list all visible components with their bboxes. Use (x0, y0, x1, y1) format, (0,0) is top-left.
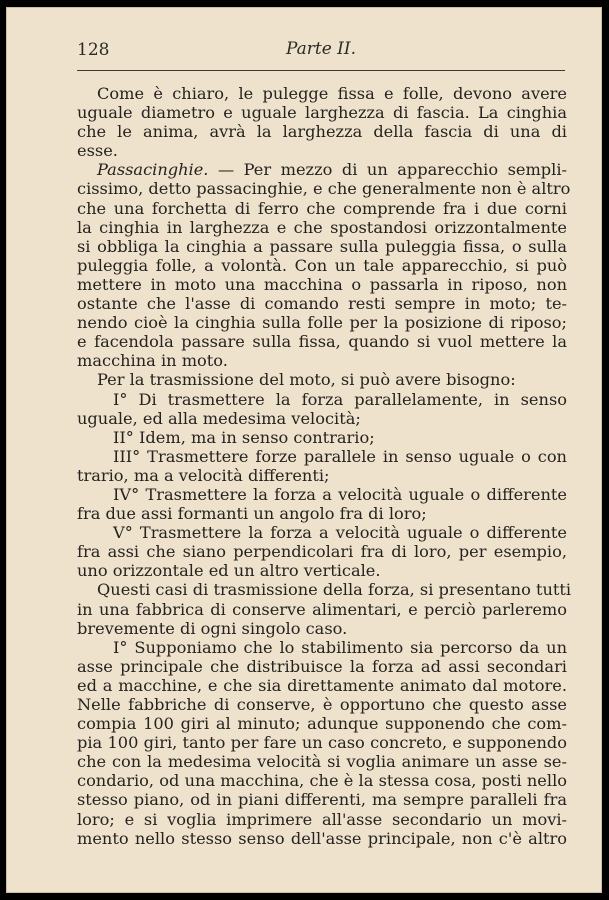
text-line (77, 695, 567, 714)
text-line (77, 447, 567, 466)
line-text: la cinghia in larghezza e che spostandosi orizzontalmente (77, 217, 567, 237)
text-line (77, 638, 567, 657)
line-text: asse principale che distribuisce la forza ad assi secondari (77, 656, 567, 676)
line-text: fra due assi formanti un angolo fra di loro; (77, 504, 427, 524)
line-text: e facendola passare sulla fissa, quando si vuol mettere la (77, 332, 567, 352)
text-line (77, 370, 567, 389)
line-text: stesso piano, od in piani differenti, ma sempre paralleli fra (77, 790, 567, 810)
text-line (77, 504, 567, 523)
line-text: I° Supponiamo che lo stabilimento sia percorso da un (113, 637, 567, 657)
line-text: uno orizzontale ed un altro verticale. (77, 561, 381, 581)
line-text: che le anima, avrà la larghezza della fascia di una di (77, 122, 567, 142)
text-line (77, 256, 567, 275)
text-line (77, 313, 567, 332)
running-title: Parte II. (285, 39, 357, 59)
text-line (77, 237, 567, 256)
page-header (77, 36, 565, 71)
text-line (77, 103, 567, 122)
text-line (77, 790, 567, 809)
line-text: V° Trasmettere la forza a velocità uguale o differente (113, 523, 567, 543)
text-line (77, 179, 571, 199)
line-text: Nelle fabbriche di conserve, è opportuno che questo asse (77, 695, 567, 714)
text-line (77, 771, 567, 790)
line-text: brevemente di ogni singolo caso. (77, 618, 348, 638)
page-number: 128 (77, 40, 110, 60)
line-text: I° Di trasmettere la forza parallelamente, in senso (113, 389, 567, 409)
line-text: mettere in moto una macchina o passarla in riposo, non (77, 274, 567, 294)
text-line (77, 160, 567, 179)
line-text: compia 100 giri al minuto; adunque supponendo che com- (77, 714, 567, 734)
body-text (77, 84, 572, 848)
text-line (77, 428, 567, 447)
text-line (77, 657, 567, 676)
line-text: — Per mezzo di un apparecchio sempli- (208, 160, 567, 180)
book-page (6, 7, 602, 893)
line-text: II° Idem, ma in senso contrario; (113, 427, 375, 447)
text-line (77, 390, 567, 409)
text-line (77, 351, 567, 370)
section-heading: Passacinghie. (97, 160, 209, 180)
text-line (77, 466, 567, 485)
text-line (77, 733, 567, 752)
text-line (77, 561, 567, 580)
line-text: si obbliga la cinghia a passare sulla puleggia fissa, o sulla (77, 236, 567, 256)
line-text: trario, ma a velocità differenti; (77, 465, 330, 485)
text-line (77, 676, 567, 695)
text-line (77, 275, 567, 294)
text-line (77, 84, 567, 103)
line-text: macchina in moto. (77, 351, 228, 371)
text-line (77, 141, 567, 160)
line-text: uguale diametro e uguale larghezza di fascia. La cinghia (77, 103, 567, 123)
line-text: cissimo, detto passacinghie, e che generalmente non è altro (77, 179, 571, 199)
line-text: Per la trasmissione del moto, si può avere bisogno: (97, 370, 516, 390)
text-line (77, 542, 567, 561)
text-line (77, 199, 567, 218)
text-line (77, 332, 567, 351)
line-text: Questi casi di trasmissione della forza, si presentano tutti (97, 580, 572, 600)
text-line (77, 829, 567, 848)
text-line (77, 122, 567, 141)
text-line (77, 752, 567, 771)
line-text: esse. (77, 141, 118, 161)
line-text: che con la medesima velocità si voglia animare un asse se- (77, 752, 567, 772)
line-text: pia 100 giri, tanto per fare un caso concreto, e supponendo (77, 733, 567, 753)
text-line (77, 294, 567, 313)
text-line (77, 409, 567, 428)
line-text: uguale, ed alla medesima velocità; (77, 408, 361, 428)
line-text: IV° Trasmettere la forza a velocità uguale o differente (113, 484, 567, 504)
text-line (77, 714, 567, 733)
line-text: ostante che l'asse di comando resti sempre in moto; te- (77, 294, 567, 314)
line-text: loro; e si voglia imprimere all'asse secondario un movi- (77, 809, 567, 829)
text-line (77, 580, 572, 600)
line-text: che una forchetta di ferro che comprende fra i due corni (77, 198, 567, 218)
text-line (77, 619, 567, 638)
line-text: fra assi che siano perpendicolari fra di loro, per esempio, (77, 542, 567, 562)
text-line (77, 485, 567, 504)
line-text: ed a macchine, e che sia direttamente animato dal motore. (77, 675, 567, 695)
line-text: Come è chiaro, le pulegge fissa e folle, devono avere (97, 84, 567, 103)
line-text: puleggia folle, a volontà. Con un tale apparecchio, si può (77, 255, 567, 275)
line-text: mento nello stesso senso dell'asse principale, non c'è altro (77, 828, 567, 848)
line-text: in una fabbrica di conserve alimentari, e perciò parleremo (77, 599, 567, 619)
text-line (77, 600, 567, 619)
line-text: nendo cioè la cinghia sulla folle per la posizione di riposo; (77, 313, 567, 333)
text-line (77, 810, 567, 829)
text-line (77, 218, 567, 237)
text-line (77, 523, 567, 542)
line-text: condario, od una macchina, che è la stessa cosa, posti nello (77, 771, 567, 791)
line-text: III° Trasmettere forze parallele in senso uguale o con (113, 446, 567, 466)
